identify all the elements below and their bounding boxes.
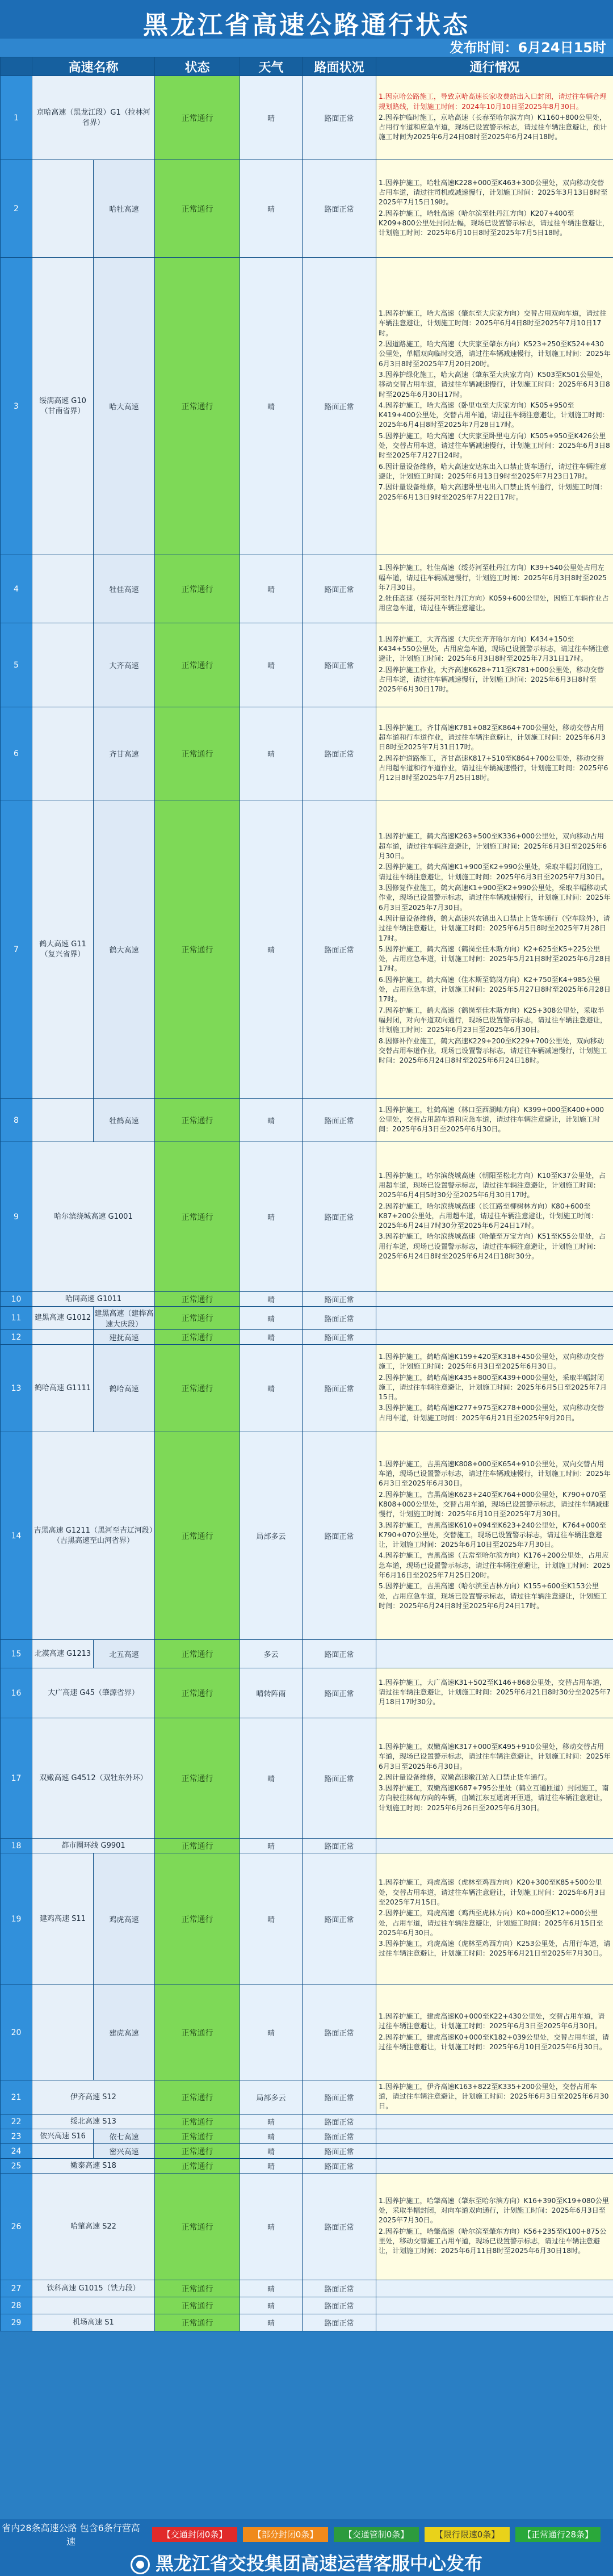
info-paragraph: 1.因养护施工，牡佳高速（绥芬河至牡丹江方向）K39+540公里处占用左幅车道，请过往车辆减速慢行，计划施工时间：2025年6月3日8时至2025年7月30日。: [379, 564, 607, 591]
road-section: 牡佳高速: [94, 555, 155, 623]
info-paragraph: 2.因计量设备维修，双嫩高速嫩江站入口禁止货车通行。: [379, 1773, 552, 1781]
weather-cell: 晴: [240, 555, 303, 623]
row-index: 23: [1, 2129, 32, 2144]
road-name: 建黑高速 G1012: [32, 1307, 94, 1330]
table-row: [1, 1668, 613, 1718]
road-name: 北漠高速 G1213: [32, 1640, 94, 1668]
publish-time: 发布时间：6月24日15时: [0, 39, 613, 57]
road-section: 鸡虎高速: [94, 1853, 155, 1985]
weather-cell: 晴: [240, 1330, 303, 1345]
legend-item: 【限行限速0条】: [425, 2527, 510, 2542]
info-paragraph: 2.因养护施工，鸡虎高速（鸡西至虎林方向）K0+000至K12+000公里处，占用车道，请过往车辆注意避让，计划施工时间：2025年6月15日至2025年6月30日。: [379, 1909, 603, 1937]
status-table: [0, 57, 613, 2331]
table-row: [1, 2314, 613, 2331]
row-index: 14: [1, 1432, 32, 1640]
footer-summary: 省内28条高速公路 包含6条行营高速: [2, 2523, 140, 2547]
header-road: 路面状况: [303, 57, 376, 76]
weather-cell: 晴: [240, 2159, 303, 2174]
road-section: 北五高速: [94, 1640, 155, 1668]
road-name: 建鸡高速 S11: [32, 1853, 94, 1985]
weather-cell: 多云: [240, 1640, 303, 1668]
weather-cell: 晴: [240, 1142, 303, 1292]
table-row: [1, 1718, 613, 1839]
info-paragraph: 1.因养护施工，哈大高速（肇东至大庆家方向）交替占用双向车道，请过往车辆注意避让，计划施工时间：2025年6月4日8时至2025年7月10日17时。: [379, 309, 607, 337]
logo-icon: [131, 2555, 150, 2574]
info-paragraph: 1.因养护施工，鹤哈高速K159+420至K318+450公里处，双向移动交替施工，计划施工时间：2025年6月3日至2025年6月30日。: [379, 1352, 604, 1371]
row-index: 17: [1, 1718, 32, 1839]
table-body: [1, 76, 613, 2331]
info-paragraph: 1.因养护施工，鹤大高速K263+500至K336+000公里处，双向移动占用超车道，请过往车辆注意避让，计划施工时间：2025年6月3日至2025年6月30日。: [379, 832, 607, 860]
table-row: [1, 2280, 613, 2297]
table-row: [1, 707, 613, 800]
row-index: 9: [1, 1142, 32, 1292]
info-paragraph: 5.因养护施工，吉黑高速（哈尔滨至吉林方向）K155+600至K153公里处，占用应急车道，现场已设置警示标志，请过往车辆注意避让，计划施工时间：2025年6月24日8时至2025年6月24日17时。: [379, 1582, 607, 1610]
info-paragraph: 1.因养护施工，齐甘高速K781+082至K864+700公里处，移动交替占用超车道和行车道作业，请过往车辆注意避让，计划施工时间：2025年6月3日8时至2025年7月31日17时。: [379, 723, 606, 752]
traffic-info-cell: [376, 2144, 613, 2159]
row-index: 18: [1, 1839, 32, 1853]
info-paragraph: 7.因计量设备维修，哈大高速卧里屯出入口禁止货车通行，计划施工时间：2025年6月13日9时至2025年7月22日17时。: [379, 483, 607, 501]
status-cell: 正常通行: [155, 2314, 240, 2331]
info-paragraph: 5.因养护施工，哈大高速（大庆家至卧里屯方向）K505+950至K426公里处，交替占用车道，请过往车辆减速慢行，计划施工时间：2025年6月3日8时至2025年7月27日24时。: [379, 431, 610, 460]
row-index: 1: [1, 76, 32, 160]
status-cell: 正常通行: [155, 800, 240, 1099]
weather-cell: 晴: [240, 2129, 303, 2144]
info-paragraph: 4.因计量设备维修，鹤大高速兴农镇出入口禁止上货车通行（空车除外），请过往车辆注意避让，计划施工时间：2025年6月5日8时至2025年7月28日17时。: [379, 914, 610, 942]
weather-cell: 晴: [240, 2280, 303, 2297]
traffic-info-cell: [376, 800, 613, 1099]
info-paragraph: 2.因养护施工，哈尔滨绕城高速（长江路至柳树林方向）K80+600至K87+200公里处，占用超车道，请过往车辆注意避让，计划施工时间：2025年6月24日7时30分至2025年6月24日17时。: [379, 1202, 598, 1230]
weather-cell: 晴: [240, 2114, 303, 2129]
road-section: 鹤哈高速: [94, 1345, 155, 1432]
info-paragraph: 1.因养护施工，大广高速K31+502至K146+868公里处，交替占用车道，请过往车辆注意避让，计划施工时间：2025年6月21日8时30分至2025年7月18日17时30分。: [379, 1678, 611, 1706]
road-name: [32, 2144, 94, 2159]
road-condition-cell: 路面正常: [303, 1432, 376, 1640]
road-name: [32, 2297, 155, 2314]
info-paragraph: 2.因养护施工，吉黑高速K623+240至K764+000公里处，K790+070至K808+000公里处，交替占用车道，现场已设置警示标志，请过往车辆减速慢行，计划施工时间：2025年6月10日至2025年7月30日。: [379, 1490, 609, 1518]
table-row: [1, 800, 613, 1099]
traffic-info-cell: [376, 1142, 613, 1292]
road-section: 哈牡高速: [94, 160, 155, 258]
traffic-info-cell: [376, 1292, 613, 1307]
row-index: 7: [1, 800, 32, 1099]
table-row: [1, 2114, 613, 2129]
info-paragraph: 2.因养护施工，建虎高速K0+000至K182+039公里处，交替占用车道，请过往车辆注意避让，计划施工时间：2025年6月10日至2025年6月30日。: [379, 2033, 609, 2051]
footer-org: 黑龙江省交投集团高速运营客服中心发布: [155, 2553, 482, 2574]
road-section: 大齐高速: [94, 623, 155, 707]
road-name: 铁科高速 G1015（铁力段）: [32, 2280, 155, 2297]
traffic-info-cell: [376, 76, 613, 160]
traffic-info-cell: [376, 2114, 613, 2129]
status-cell: 正常通行: [155, 555, 240, 623]
status-cell: 正常通行: [155, 1432, 240, 1640]
road-condition-cell: 路面正常: [303, 2159, 376, 2174]
info-paragraph: 2.因养护施工，哈牡高速（哈尔滨至牡丹江方向）K207+400至K209+800公里处封闭左幅，现场已设置警示标志，请过往车辆注意避让，计划施工时间：2025年6月10日8时至2025年7月5日18时。: [379, 209, 609, 237]
status-cell: 正常通行: [155, 76, 240, 160]
page-title: 黑龙江省高速公路通行状态: [143, 11, 470, 40]
road-name: 哈尔滨绕城高速 G1001: [32, 1142, 155, 1292]
weather-cell: 晴: [240, 1292, 303, 1307]
road-condition-cell: 路面正常: [303, 1853, 376, 1985]
weather-cell: 晴: [240, 1853, 303, 1985]
table-row: [1, 258, 613, 555]
header-weather: 天气: [240, 57, 303, 76]
info-paragraph: 3.因养护施工，双嫩高速K687+795公里处（鹤立互通匝道）封闭施工，南方向驶往林甸方向的车辆，由嫩江东互通离开匝道，请过往车辆注意避让，计划施工时间：2025年6月26日至2025年6月30日。: [379, 1784, 609, 1812]
traffic-info-cell: [376, 258, 613, 555]
table-row: [1, 555, 613, 623]
footer-legend: [0, 2519, 613, 2551]
status-cell: 正常通行: [155, 1099, 240, 1142]
status-cell: 正常通行: [155, 1330, 240, 1345]
weather-cell: 晴: [240, 800, 303, 1099]
road-name: 鹤哈高速 G1111: [32, 1345, 94, 1432]
status-cell: 正常通行: [155, 2159, 240, 2174]
row-index: 22: [1, 2114, 32, 2129]
weather-cell: 晴: [240, 1345, 303, 1432]
row-index: 28: [1, 2297, 32, 2314]
status-cell: 正常通行: [155, 1853, 240, 1985]
weather-cell: 晴: [240, 2144, 303, 2159]
info-paragraph: 3.因养护施工，鸡虎高速（虎林至鸡西方向）K253公里处，占用行车道，请过往车辆注意避让，计划施工时间：2025年6月21日至2025年7月30日。: [379, 1940, 611, 1958]
road-name: 哈肇高速 S22: [32, 2174, 155, 2280]
weather-cell: 晴: [240, 1718, 303, 1839]
row-index: 25: [1, 2159, 32, 2174]
info-paragraph: 1.因养护施工，伊齐高速K163+822至K335+200公里处，交替占用车道，请过往车辆注意避让，计划施工时间：2025年6月3日至2025年6月30日。: [379, 2082, 609, 2111]
info-paragraph: 2.因养护施工，鹤哈高速K435+800至K439+000公里处，采取半幅封闭施工，请过往车辆注意避让，计划施工时间：2025年6月5日至2025年7月15日。: [379, 1373, 607, 1402]
legend-item: 【部分封闭0条】: [243, 2527, 328, 2542]
row-index: 13: [1, 1345, 32, 1432]
road-name: 吉黑高速 G1211（黑河至吉辽河段）（吉黑高速至山河省界）: [32, 1432, 155, 1640]
info-paragraph: 2.因养护施工，哈肇高速（哈尔滨至肇东方向）K56+235至K100+875公里处，移动交替施工占用车道，现场已设置警示标志，请过往车辆注意避让，计划施工时间：2025年6月11日8时至2025年6月30日18时。: [379, 2227, 607, 2255]
road-condition-cell: 路面正常: [303, 2080, 376, 2114]
road-condition-cell: 路面正常: [303, 623, 376, 707]
traffic-info-cell: [376, 2314, 613, 2331]
info-paragraph: 7.因养护施工，鹤大高速（鹤岗至佳木斯方向）K25+308公里处，采取半幅封闭，对向车道双向通行，现场已设置警示标志，请过往车辆注意避让，计划施工时间：2025年6月23日至2025年6月30日。: [379, 1006, 607, 1034]
status-cell: 正常通行: [155, 2174, 240, 2280]
row-index: 20: [1, 1985, 32, 2080]
status-cell: 正常通行: [155, 1292, 240, 1307]
table-row: [1, 1345, 613, 1432]
road-condition-cell: 路面正常: [303, 1839, 376, 1853]
road-condition-cell: 路面正常: [303, 2314, 376, 2331]
info-paragraph: 1.因养护施工，哈肇高速（肇东至哈尔滨方向）K16+390至K19+080公里处，采取半幅封闭，对向车道双向通行，计划施工时间：2025年6月3日至2025年7月30日。: [379, 2196, 609, 2225]
row-index: 6: [1, 707, 32, 800]
road-name: [32, 623, 94, 707]
header: [0, 0, 613, 39]
status-cell: 正常通行: [155, 2080, 240, 2114]
road-condition-cell: 路面正常: [303, 555, 376, 623]
header-index: [1, 57, 32, 76]
weather-cell: 局部多云: [240, 1432, 303, 1640]
info-paragraph: 1.因养护施工，吉黑高速K808+000至K654+910公里处，双向交替占用车道，现场已设置警示标志，请过往车辆减速慢行，计划施工时间：2025年6月3日至2025年6月30日。: [379, 1459, 611, 1488]
table-row: [1, 1839, 613, 1853]
status-cell: 正常通行: [155, 1718, 240, 1839]
road-condition-cell: 路面正常: [303, 1718, 376, 1839]
road-condition-cell: 路面正常: [303, 2174, 376, 2280]
traffic-info-cell: [376, 623, 613, 707]
road-section: 建抚高速: [94, 1330, 155, 1345]
road-name: 都市圈环线 G9901: [32, 1839, 155, 1853]
road-condition-cell: 路面正常: [303, 1142, 376, 1292]
row-index: 2: [1, 160, 32, 258]
road-condition-cell: 路面正常: [303, 1345, 376, 1432]
status-cell: 正常通行: [155, 2114, 240, 2129]
row-index: 5: [1, 623, 32, 707]
traffic-info-cell: [376, 1330, 613, 1345]
info-paragraph: 1.因养护施工，哈牡高速K228+000至K463+300公里处，双向移动交替占用车道，请过往司机或减速慢行，计划施工时间：2025年3月13日8时至2025年7月15日19时。: [379, 178, 608, 207]
info-paragraph: 3.因养护绿化施工，哈大高速（肇东至大庆家方向）K503至K501公里处，移动交替占用车道，请过往车辆减速慢行，计划施工时间：2025年6月3日8时至2025年6月30日17时。: [379, 370, 610, 398]
info-paragraph: 3.因修复作业施工，鹤大高速K1+900至K2+990公里处，采取半幅移动式作业，现场已设置警示标志，请过往车辆减速慢行，计划施工时间：2025年6月3日至2025年7月30日。: [379, 883, 611, 912]
table-row: [1, 1985, 613, 2080]
legend-item: 【交通封闭0条】: [152, 2527, 237, 2542]
road-name: 伊齐高速 S12: [32, 2080, 155, 2114]
row-index: 8: [1, 1099, 32, 1142]
status-cell: 正常通行: [155, 2280, 240, 2297]
table-row: [1, 1307, 613, 1330]
road-condition-cell: 路面正常: [303, 800, 376, 1099]
status-cell: 正常通行: [155, 2297, 240, 2314]
road-condition-cell: 路面正常: [303, 1099, 376, 1142]
road-name: [32, 1330, 94, 1345]
traffic-info-cell: [376, 1853, 613, 1985]
road-condition-cell: 路面正常: [303, 1307, 376, 1330]
traffic-info-cell: [376, 2159, 613, 2174]
road-section: 齐甘高速: [94, 707, 155, 800]
road-name: 绥北高速 S13: [32, 2114, 155, 2129]
header-status: 状态: [155, 57, 240, 76]
road-name: [32, 160, 94, 258]
status-cell: 正常通行: [155, 2129, 240, 2144]
row-index: 16: [1, 1668, 32, 1718]
weather-cell: 晴: [240, 1099, 303, 1142]
traffic-info-cell: [376, 1345, 613, 1432]
weather-cell: 晴: [240, 2297, 303, 2314]
status-cell: 正常通行: [155, 1839, 240, 1853]
road-name: 京哈高速（黑龙江段）G1（拉林河省界）: [32, 76, 155, 160]
column-header-row: [1, 57, 613, 76]
info-paragraph: 1.因京哈公路施工，导致京哈高速长家收费站出入口封闭，请过往车辆合理规划路线，计划施工时间：2024年10月10日至2025年8月30日。: [379, 93, 607, 111]
status-cell: 正常通行: [155, 707, 240, 800]
row-index: 19: [1, 1853, 32, 1985]
traffic-info-cell: [376, 555, 613, 623]
table-row: [1, 623, 613, 707]
info-paragraph: 1.因养护施工，大齐高速（大庆至齐齐哈尔方向）K434+150至K434+550公里处，占用应急车道，现场已设置警示标志，请过往车辆注意避让，计划施工时间：2025年6月3日8时至2025年7月31日17时。: [379, 635, 609, 663]
road-condition-cell: 路面正常: [303, 1640, 376, 1668]
status-cell: 正常通行: [155, 258, 240, 555]
info-paragraph: 1.因养护施工，鸡虎高速（虎林至鸡西方向）K20+300至K85+500公里处，交替占用车道，请过往车辆注意避让，计划施工时间：2025年6月3日至2025年7月15日。: [379, 1878, 606, 1906]
road-section: 建虎高速: [94, 1985, 155, 2080]
road-name: 大广高速 G45（肇源省界）: [32, 1668, 155, 1718]
table-row: [1, 1432, 613, 1640]
table-row: [1, 1142, 613, 1292]
status-cell: 正常通行: [155, 1142, 240, 1292]
traffic-info-cell: [376, 1985, 613, 2080]
info-paragraph: 2.因道路施工，哈大高速（大庆家至肇东方向）K523+250至K524+430公里处，单幅双向临时交通，请过往车辆减速慢行，计划施工时间：2025年6月3日8时至2025年7月20日20时。: [379, 339, 611, 368]
row-index: 15: [1, 1640, 32, 1668]
weather-cell: 晴: [240, 623, 303, 707]
traffic-info-cell: [376, 1839, 613, 1853]
legend-item: 【正常通行28条】: [515, 2527, 601, 2542]
weather-cell: 晴转阵雨: [240, 1668, 303, 1718]
weather-cell: 晴: [240, 1985, 303, 2080]
info-paragraph: 4.因养护施工，吉黑高速（五常至哈尔滨方向）K176+200公里处，占用应急车道，现场已设置警示标志，请过往车辆注意避让，计划施工时间：2025年6月16日至2025年7月25日20时。: [379, 1551, 611, 1580]
weather-cell: 晴: [240, 2314, 303, 2331]
table-row: [1, 1099, 613, 1142]
road-name: 鹤大高速 G11（复兴省界）: [32, 800, 94, 1099]
info-paragraph: 5.因养护施工，鹤大高速（鹤岗至佳木斯方向）K2+625至K5+225公里处，占用应急车道，计划施工时间：2025年5月21日8时至2025年6月28日17时。: [379, 945, 611, 973]
status-cell: 正常通行: [155, 623, 240, 707]
info-paragraph: 3.因养护施工，哈尔滨绕城高速（哈肇至万宝方向）K51至K55公里处，占用行车道，现场已设置警示标志，请过往车辆注意避让，计划施工时间：2025年6月24日8时至2025年6月24日18时30分。: [379, 1232, 606, 1261]
row-index: 27: [1, 2280, 32, 2297]
info-paragraph: 1.因养护施工，建虎高速K0+000至K22+430公里处，交替占用车道，请过往车辆注意避让，计划施工时间：2025年6月3日至2025年6月30日。: [379, 2012, 605, 2030]
info-paragraph: 6.因计量设备维修，哈大高速安达东出入口禁止货车通行，请过往车辆注意避让，计划施工时间：2025年6月13日9时至2025年7月23日17时。: [379, 462, 607, 481]
header-name: 高速名称: [32, 57, 155, 76]
road-name: [32, 707, 94, 800]
road-condition-cell: 路面正常: [303, 1668, 376, 1718]
status-cell: 正常通行: [155, 1985, 240, 2080]
status-cell: 正常通行: [155, 1307, 240, 1330]
table-row: [1, 1292, 613, 1307]
traffic-info-cell: [376, 1099, 613, 1142]
road-condition-cell: 路面正常: [303, 160, 376, 258]
road-name: 依兴高速 S16: [32, 2129, 94, 2144]
road-condition-cell: 路面正常: [303, 1292, 376, 1307]
road-condition-cell: 路面正常: [303, 2129, 376, 2144]
legend-item: 【交通管制0条】: [334, 2527, 419, 2542]
traffic-info-cell: [376, 160, 613, 258]
header-info: 通行情况: [376, 57, 613, 76]
weather-cell: 局部多云: [240, 2080, 303, 2114]
road-name: [32, 1985, 94, 2080]
road-section: 哈大高速: [94, 258, 155, 555]
traffic-info-cell: [376, 2129, 613, 2144]
table-row: [1, 2159, 613, 2174]
road-condition-cell: 路面正常: [303, 1330, 376, 1345]
road-condition-cell: 路面正常: [303, 707, 376, 800]
road-condition-cell: 路面正常: [303, 2144, 376, 2159]
info-paragraph: 3.因养护施工，吉黑高速K610+094至K623+240公里处，K764+000至K790+070公里处，交替施工，现场已设置警示标志，请过往车辆注意避让，计划施工时间：2025年6月10日至2025年7月30日。: [379, 1521, 606, 1549]
road-condition-cell: 路面正常: [303, 258, 376, 555]
weather-cell: 晴: [240, 1307, 303, 1330]
road-condition-cell: 路面正常: [303, 76, 376, 160]
traffic-info-cell: [376, 2280, 613, 2297]
road-name: [32, 555, 94, 623]
road-section: 建黑高速（建桦高速大庆段）: [94, 1307, 155, 1330]
road-condition-cell: 路面正常: [303, 1985, 376, 2080]
info-paragraph: 4.因养护施工，哈大高速（卧里屯至大庆家方向）K505+950至K419+400公里处，交替占用车道，请过往车辆注意避让，计划施工时间：2025年6月4日8时至2025年7月28日17时。: [379, 401, 609, 429]
row-index: 26: [1, 2174, 32, 2280]
road-section: 牡鹤高速: [94, 1099, 155, 1142]
status-cell: 正常通行: [155, 2144, 240, 2159]
status-cell: 正常通行: [155, 1345, 240, 1432]
info-paragraph: 3.因养护施工，鹤哈高速K277+975至K278+000公里处，双向移动交替占用车道，计划施工时间：2025年6月21日至2025年9月20日。: [379, 1404, 604, 1422]
info-paragraph: 2.牡佳高速（绥芬河至牡丹江方向）K059+600公里处，因施工车辆作业占用应急车道，请过往车辆注意避让。: [379, 594, 609, 612]
weather-cell: 晴: [240, 1839, 303, 1853]
traffic-info-cell: [376, 2080, 613, 2114]
table-row: [1, 1640, 613, 1668]
road-section: 鹤大高速: [94, 800, 155, 1099]
info-paragraph: 2.因养护施工，鹤大高速K1+900至K2+990公里处，采取半幅封闭施工，请过往车辆注意避让，计划施工时间：2025年6月3日至2025年7月30日。: [379, 863, 609, 881]
road-name: 机场高速 S1: [32, 2314, 155, 2331]
road-name: 嫩泰高速 S18: [32, 2159, 155, 2174]
info-paragraph: 8.因修补作业施工，鹤大高速K229+200至K229+700公里处，双向移动交替占用车道作业，现场已设置警示标志，请过往车辆减速慢行，计划施工时间：2025年6月24日8时至2025年6月24日18时。: [379, 1037, 607, 1065]
table-row: [1, 1853, 613, 1985]
weather-cell: 晴: [240, 76, 303, 160]
row-index: 3: [1, 258, 32, 555]
traffic-info-cell: [376, 707, 613, 800]
info-paragraph: 6.因养护施工，鹤大高速（佳木斯至鹤岗方向）K2+750至K4+985公里处，占用应急车道，计划施工时间：2025年5月27日8时至2025年6月28日17时。: [379, 975, 611, 1004]
traffic-info-cell: [376, 1718, 613, 1839]
road-name: 双嫩高速 G4512（双牡东外环）: [32, 1718, 155, 1839]
info-paragraph: 2.因养护施工作业，大齐高速K628+711至K781+000公里处，移动交替占用车道，请过往车辆减速慢行，计划施工时间：2025年6月3日8时至2025年6月30日17时。: [379, 665, 604, 694]
road-condition-cell: 路面正常: [303, 2297, 376, 2314]
table-row: [1, 160, 613, 258]
traffic-info-cell: [376, 1668, 613, 1718]
weather-cell: 晴: [240, 160, 303, 258]
table-row: [1, 2144, 613, 2159]
table-row: [1, 76, 613, 160]
table-row: [1, 2297, 613, 2314]
info-paragraph: 1.因养护施工，牡鹤高速（林口至西湖岫方向）K399+000至K400+000公里处，交替占用超车道和应急车道，请过往车辆注意避让，计划施工时间：2025年6月3日至2025年6月30日。: [379, 1105, 604, 1134]
road-name: 哈同高速 G1011: [32, 1292, 155, 1307]
row-index: 24: [1, 2144, 32, 2159]
info-paragraph: 1.因养护施工，哈尔滨绕城高速（朝阳至松北方向）K10至K37公里处，占用超车道，现场已设置警示标志，请过往车辆注意避让，计划施工时间：2025年6月4日5时30分至2025年6月30日17时。: [379, 1171, 606, 1199]
table-row: [1, 2129, 613, 2144]
road-name: 绥满高速 G10（甘南省界）: [32, 258, 94, 555]
road-condition-cell: 路面正常: [303, 2280, 376, 2297]
traffic-info-cell: [376, 1432, 613, 1640]
info-paragraph: 2.因养护道路施工，齐甘高速K817+510至K864+700公里处，移动交替占用超车道和行车道作业，请过往车辆减速慢行，计划施工时间：2025年6月12日8时至2025年7月25日18时。: [379, 754, 608, 782]
row-index: 29: [1, 2314, 32, 2331]
row-index: 10: [1, 1292, 32, 1307]
row-index: 21: [1, 2080, 32, 2114]
road-name: [32, 1099, 94, 1142]
footer-bar: [0, 2551, 613, 2576]
table-row: [1, 1330, 613, 1345]
status-cell: 正常通行: [155, 1640, 240, 1668]
row-index: 4: [1, 555, 32, 623]
weather-cell: 晴: [240, 707, 303, 800]
weather-cell: 晴: [240, 2174, 303, 2280]
row-index: 12: [1, 1330, 32, 1345]
traffic-info-cell: [376, 1307, 613, 1330]
road-section: 依七高速: [94, 2129, 155, 2144]
road-condition-cell: 路面正常: [303, 2114, 376, 2129]
status-cell: 正常通行: [155, 160, 240, 258]
road-section: 密兴高速: [94, 2144, 155, 2159]
status-cell: 正常通行: [155, 1668, 240, 1718]
row-index: 11: [1, 1307, 32, 1330]
traffic-info-cell: [376, 2297, 613, 2314]
traffic-info-cell: [376, 1640, 613, 1668]
info-paragraph: 2.因养护临时施工，京哈高速（长春至哈尔滨方向）K1160+800公里处，占用行车道和应急车道，现场已设置警示标志，请过往车辆注意避让，预计施工时间为2025年6月24日08时至2025年6月24日18时。: [379, 113, 607, 141]
table-row: [1, 2174, 613, 2280]
info-paragraph: 1.因养护施工，双嫩高速K317+000至K495+910公里处，移动交替占用车道，现场已设置警示标志，请过往车辆注意避让，计划施工时间：2025年6月3日至2025年6月30日。: [379, 1742, 611, 1771]
traffic-info-cell: [376, 2174, 613, 2280]
table-row: [1, 2080, 613, 2114]
weather-cell: 晴: [240, 258, 303, 555]
